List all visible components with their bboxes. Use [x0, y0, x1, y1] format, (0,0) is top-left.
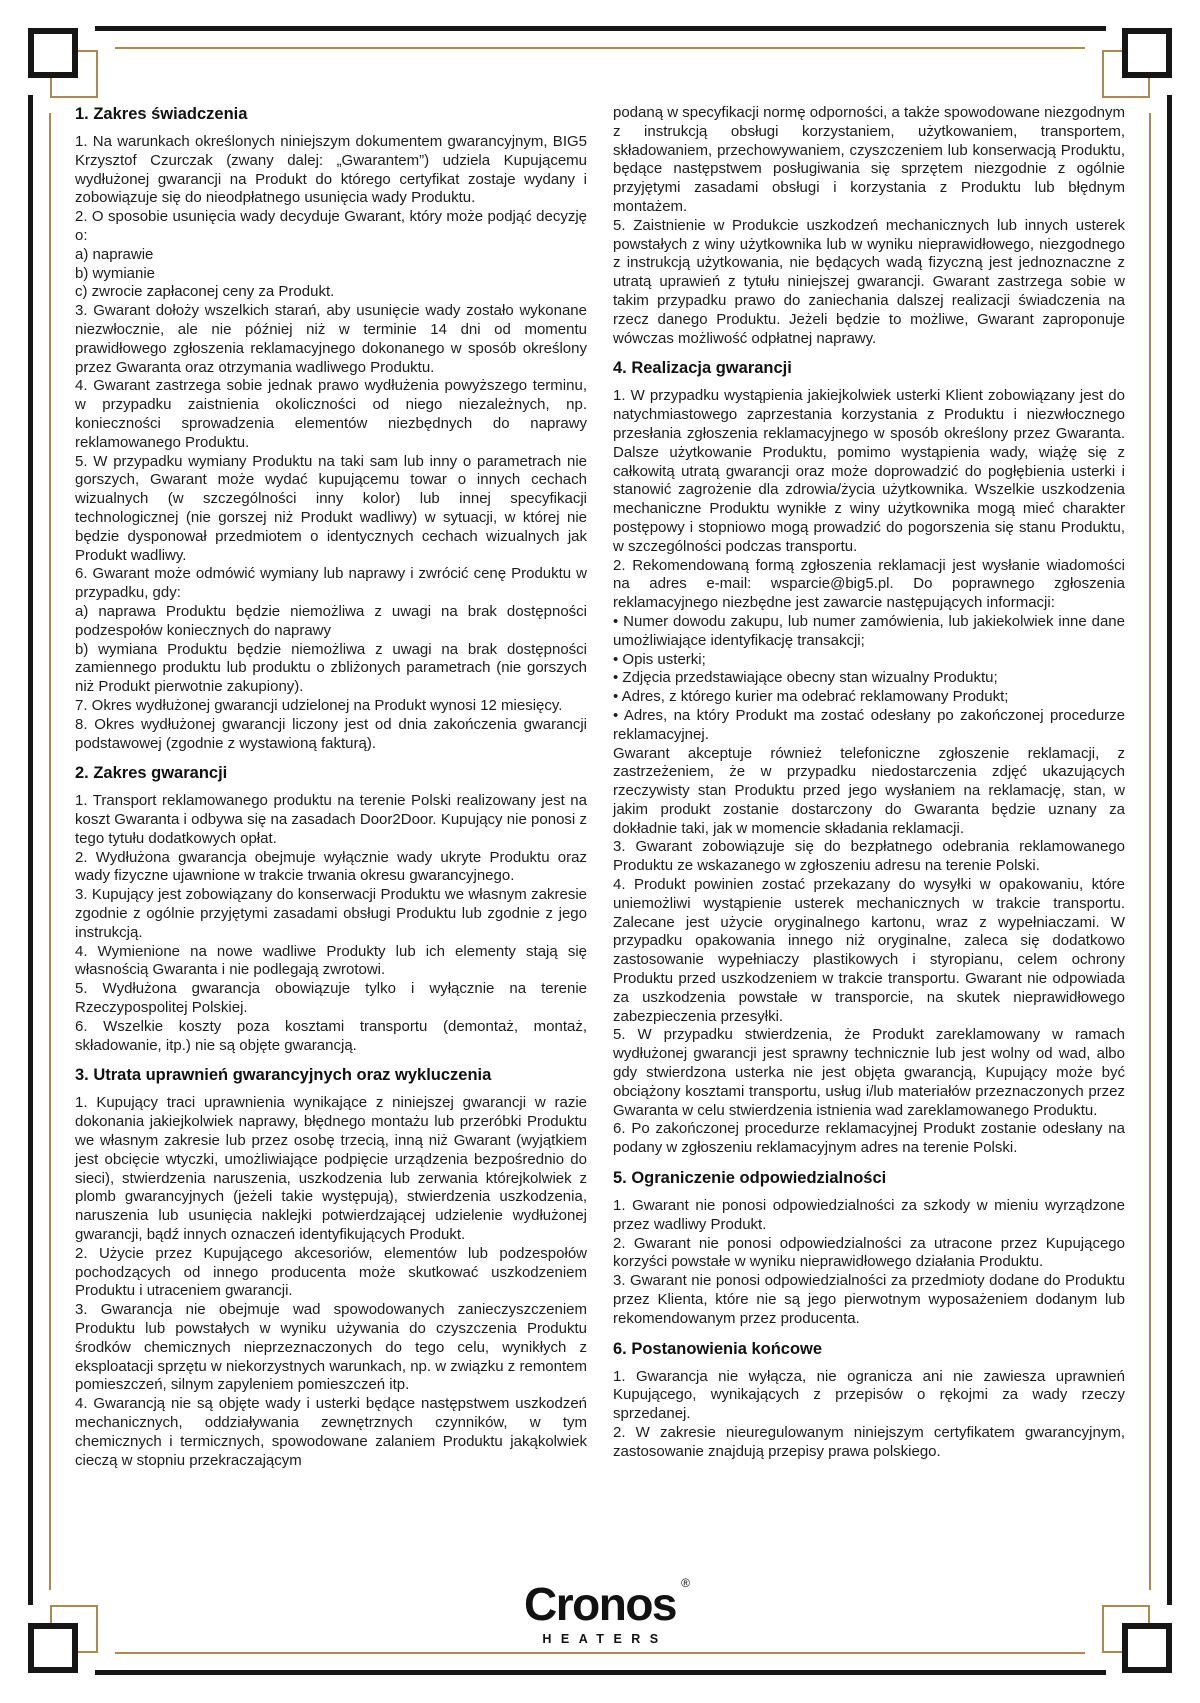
paragraph: 5. Wydłużona gwarancja obowiązuje tylko i wyłącznie na terenie Rzeczypospolitej Polskiej. [75, 980, 587, 1017]
paragraph: c) zwrocie zapłaconej ceny za Produkt. [75, 283, 335, 301]
column-left [75, 104, 587, 1470]
frame-line-left-gold [49, 113, 51, 1590]
paragraph: 3. Gwarant zobowiązuje się do bezpłatnego odebrania reklamowanego Produktu ze wskazanego w zgłoszeniu adresu na terenie Polski. [613, 838, 1125, 875]
paragraph: b) wymianie [75, 264, 156, 282]
paragraph: 1. Gwarant nie ponosi odpowiedzialności za szkody w mieniu wyrządzone przez wadliwy Produkt. [613, 1197, 1125, 1233]
paragraph: b) wymiana Produktu będzie niemożliwa z uwagi na brak dostępności zamiennego produktu lub produktu o zbliżonych parametrach (nie gorszych niż Produkt pierwotnie zakupiony). [75, 640, 587, 696]
frame-line-bottom-black [95, 1670, 1106, 1675]
paragraph: 4. Wymienione na nowe wadliwe Produkty lub ich elementy stają się własnością Gwaranta i nie podlegają zwrotowi. [75, 942, 587, 979]
paragraph: 5. W przypadku stwierdzenia, że Produkt zareklamowany w ramach wydłużonej gwarancji jest sprawny technicznie lub jest wolny od wad, albo gdy stwierdzona usterka nie jest objęta gwarancją, Kupujący może być obciążony kosztami transportu, usług i/lub materiałów przeznaczonych przez Gwaranta w celu stwierdzenia istnienia wad zareklamowanego Produktu. [613, 1026, 1125, 1119]
paragraph: 1. Gwarancja nie wyłącza, nie ogranicza ani nie zawiesza uprawnień Kupującego, wynikających z przepisów o rękojmi za wady rzeczy sprzedanej. [613, 1367, 1125, 1423]
corner-square-top-left-black [28, 28, 78, 78]
paragraph: 4. Gwarant zastrzega sobie jednak prawo wydłużenia powyższego terminu, w przypadku zaistnienia okoliczności od niego niezależnych, np. konieczności sprowadzenia elementów niezbędnych do naprawy reklamowanego Produktu. [75, 377, 587, 451]
column-right [613, 104, 1125, 1470]
section-heading: 4. Realizacja gwarancji [613, 359, 792, 378]
brand-name: Cronos ® [524, 1576, 690, 1630]
paragraph: a) naprawie [75, 245, 154, 263]
paragraph: 2. Rekomendowaną formą zgłoszenia reklamacji jest wysłanie wiadomości na adres e-mail: wsparcie@big5.pl. Do poprawnego zgłoszenia reklamacyjnego niezbędne jest zawarcie następujących informacji: [613, 556, 1125, 612]
frame-line-left-black [28, 95, 33, 1605]
frame-line-bottom-gold [115, 1652, 1085, 1654]
frame-line-top-gold [115, 47, 1085, 49]
brand-logo [0, 1576, 1200, 1646]
paragraph: 6. Po zakończonej procedurze reklamacyjnej Produkt zostanie odesłany na podany w zgłoszeniu reklamacyjnym adres na terenie Polski. [613, 1120, 1125, 1157]
frame-line-right-gold [1149, 113, 1151, 1590]
paragraph: 1. Transport reklamowanego produktu na terenie Polski realizowany jest na koszt Gwaranta i odbywa się na zasadach Door2Door. Kupujący nie ponosi z tego tytułu dodatkowych opłat. [75, 792, 587, 847]
paragraph: 1. Kupujący traci uprawnienia wynikające z niniejszej gwarancji w razie dokonania jakiejkolwiek naprawy, błędnego montażu lub przeróbki Produktu we własnym zakresie lub przez osobę trzecią, inną niż Gwarant (wyjątkiem jest obcięcie wtyczki, umożliwiające podpięcie urządzenia bezpośrednio do sieci), stwierdzenia naruszenia, uszkodzenia lub zerwania którejkolwiek z plomb gwarancyjnych (jeżeli takie występują), stwierdzenia uszkodzenia, naruszenia lub usunięcia naklejki potwierdzającej udzielenie wydłużonej gwarancji, bądź innych oznaczeń identyfikujących Produkt. [75, 1094, 587, 1244]
warranty-text-content [75, 104, 1125, 1470]
paragraph: 5. W przypadku wymiany Produktu na taki sam lub inny o parametrach nie gorszych, Gwarant może wydać kupującemu towar o innych cechach wizualnych (w szczególności inny kolor) lub innej specyfikacji technologicznej (nie gorszej niż Produkt wadliwy) w sytuacji, w której nie będzie dysponował przedmiotem o identycznych cechach wizualnych jak Produkt wadliwy. [75, 452, 587, 564]
paragraph: 3. Gwarancja nie obejmuje wad spowodowanych zanieczyszczeniem Produktu lub powstałych w wyniku używania do czyszczenia Produktu środków chemicznych nieprzeznaczonych do tego celu, wynikłych z eksploatacji sprzętu w niekorzystnych warunkach, np. w związku z remontem pomieszczeń, silnym zapyleniem pomieszczeń itp. [75, 1301, 587, 1394]
paragraph: Gwarant akceptuje również telefoniczne zgłoszenie reklamacji, z zastrzeżeniem, że w przypadku niedostarczenia zdjęć ukazujących rzeczywisty stan Produktu przed jego wysłaniem na reklamację, stan, w jakim produkt zostanie dostarczony do Gwaranta będzie uznany za dokładnie taki, jak w momencie składania reklamacji. [613, 744, 1125, 837]
registered-trademark-icon: ® [681, 1576, 690, 1590]
paragraph: • Zdjęcia przedstawiające obecny stan wizualny Produktu; [613, 669, 998, 687]
paragraph: • Opis usterki; [613, 650, 706, 668]
paragraph: 8. Okres wydłużonej gwarancji liczony jest od dnia zakończenia gwarancji podstawowej (zgodnie z wystawioną fakturą). [75, 715, 587, 752]
paragraph: 6. Wszelkie koszty poza kosztami transportu (demontaż, montaż, składowanie, itp.) nie są objęte gwarancją. [75, 1017, 587, 1054]
paragraph: a) naprawa Produktu będzie niemożliwa z uwagi na brak dostępności podzespołów koniecznych do naprawy [75, 602, 587, 639]
frame-line-right-black [1167, 95, 1172, 1605]
paragraph: 2. W zakresie nieuregulowanym niniejszym certyfikatem gwarancyjnym, zastosowanie znajdują przepisy prawa polskiego. [613, 1424, 1125, 1460]
paragraph: • Adres, na który Produkt ma zostać odesłany po zakończonej procedurze reklamacyjnej. [613, 706, 1125, 743]
frame-line-top-black [95, 26, 1106, 31]
paragraph: 1. Na warunkach określonych niniejszym dokumentem gwarancyjnym, BIG5 Krzysztof Czurczak (zwany dalej: „Gwarantem”) udziela Kupującemu wydłużonej gwarancji na Produkt do którego certyfikat zostaje wydany i zobowiązuje się do nieodpłatnego usunięcia wady Produktu. [75, 133, 587, 207]
paragraph: 3. Gwarant dołoży wszelkich starań, aby usunięcie wady zostało wykonane niezwłocznie, ale nie później niż w terminie 14 dni od momentu prawidłowego zgłoszenia reklamacyjnego dokonanego w sposób określony przez Gwaranta oraz otrzymania wadliwego Produktu. [75, 302, 587, 376]
paragraph: 1. W przypadku wystąpienia jakiejkolwiek usterki Klient zobowiązany jest do natychmiastowego zaprzestania korzystania z Produktu i niezwłocznego przesłania zgłoszenia reklamacyjnego w sposób określony przez Gwaranta. Dalsze użytkowanie Produktu, pomimo wystąpienia wady, wiążę się z całkowitą utratą gwarancji oraz może doprowadzić do pogłębienia usterki i stanowić zagrożenie dla zdrowia/życia użytkownika. Wszelkie uszkodzenia mechaniczne Produktu wynikłe z winy użytkownika mogą mieć charakter postępowy i stopniowo mogą prowadzić do pogorszenia się stanu Produktu, w szczególności podczas transportu. [613, 387, 1125, 555]
paragraph: 4. Gwarancją nie są objęte wady i usterki będące następstwem uszkodzeń mechanicznych, oddziaływania zewnętrznych czynników, w tym chemicznych i termicznych, spowodowane zalaniem Produktu jakąkolwiek cieczą w stopniu przekraczającym [75, 1395, 587, 1469]
paragraph: 2. Użycie przez Kupującego akcesoriów, elementów lub podzespołów pochodzących od innego producenta może skutkować uszkodzeniem Produktu i utraceniem gwarancji. [75, 1244, 587, 1300]
paragraph: 4. Produkt powinien zostać przekazany do wysyłki w opakowaniu, które uniemożliwi wystąpienie usterek mechanicznych w trakcie transportu. Zalecane jest użycie oryginalnego kartonu, wraz z wypełniaczami. W przypadku opakowania innego niż oryginalne, zaleca się dodatkowo zastosowanie wypełniaczy plastikowych i styropianu, celem ochrony Produktu przed uszkodzeniem w trakcie transportu. Gwarant nie odpowiada za uszkodzenia powstałe w transporcie, na skutek nieprawidłowego zabezpieczenia przesyłki. [613, 876, 1125, 1025]
paragraph: 2. O sposobie usunięcia wady decyduje Gwarant, który może podjąć decyzję o: [75, 208, 587, 244]
paragraph: 3. Kupujący jest zobowiązany do konserwacji Produktu we własnym zakresie zgodnie z ogólnie przyjętymi zasadami obsługi Produktu lub zgodnie z jego instrukcją. [75, 886, 587, 941]
paragraph: • Numer dowodu zakupu, lub numer zamówienia, lub jakiekolwiek inne dane umożliwiające identyfikację transakcji; [613, 612, 1125, 649]
brand-tagline: HEATERS [542, 1632, 668, 1646]
paragraph: • Adres, z którego kurier ma odebrać reklamowany Produkt; [613, 688, 1009, 706]
section-heading: 2. Zakres gwarancji [75, 764, 228, 783]
paragraph: 7. Okres wydłużonej gwarancji udzielonej na Produkt wynosi 12 miesięcy. [75, 696, 563, 714]
paragraph: podaną w specyfikacji normę odporności, a także spowodowane niezgodnym z instrukcją obsługi korzystaniem, użytkowaniem, transportem, składowaniem, przechowywaniem, czyszczeniem lub konserwacją Produktu, będące następstwem posługiwania się sprzętem niezgodnie z ogólnie przyjętymi zasadami obsługi i korzystania z Produktu lub błędnym montażem. [613, 104, 1125, 215]
section-heading: 6. Postanowienia końcowe [613, 1339, 823, 1358]
paragraph: 3. Gwarant nie ponosi odpowiedzialności za przedmioty dodane do Produktu przez Klienta, które nie są jego pierwotnym wyposażeniem dodanym lub rekomendowanym przez producenta. [613, 1272, 1125, 1327]
paragraph: 2. Wydłużona gwarancja obejmuje wyłącznie wady ukryte Produktu oraz wady fizyczne ujawnione w trakcie trwania okresu gwarancyjnego. [75, 848, 587, 885]
section-heading: 3. Utrata uprawnień gwarancyjnych oraz wykluczenia [75, 1066, 492, 1085]
paragraph: 2. Gwarant nie ponosi odpowiedzialności za utracone przez Kupującego korzyści powstałe w wyniku nieprawidłowego działania Produktu. [613, 1234, 1125, 1271]
corner-square-top-right-black [1122, 28, 1172, 78]
section-heading: 1. Zakres świadczenia [75, 105, 248, 123]
paragraph: 6. Gwarant może odmówić wymiany lub naprawy i zwrócić cenę Produktu w przypadku, gdy: [75, 565, 587, 602]
section-heading: 5. Ograniczenie odpowiedzialności [613, 1169, 887, 1188]
paragraph: 5. Zaistnienie w Produkcie uszkodzeń mechanicznych lub innych usterek powstałych z winy użytkownika lub w wyniku nieprawidłowego, niezgodnego z instrukcją użytkowania, nie będących wadą fizyczną jest jednoznaczne z utratą uprawień z tytułu niniejszej gwarancji. Gwarant zastrzega sobie w takim przypadku prawo do zaniechania dalszej realizacji świadczenia na rzecz danego Produktu. Jeżeli będzie to możliwe, Gwarant zaproponuje wówczas możliwość odpłatnej naprawy. [613, 216, 1125, 347]
